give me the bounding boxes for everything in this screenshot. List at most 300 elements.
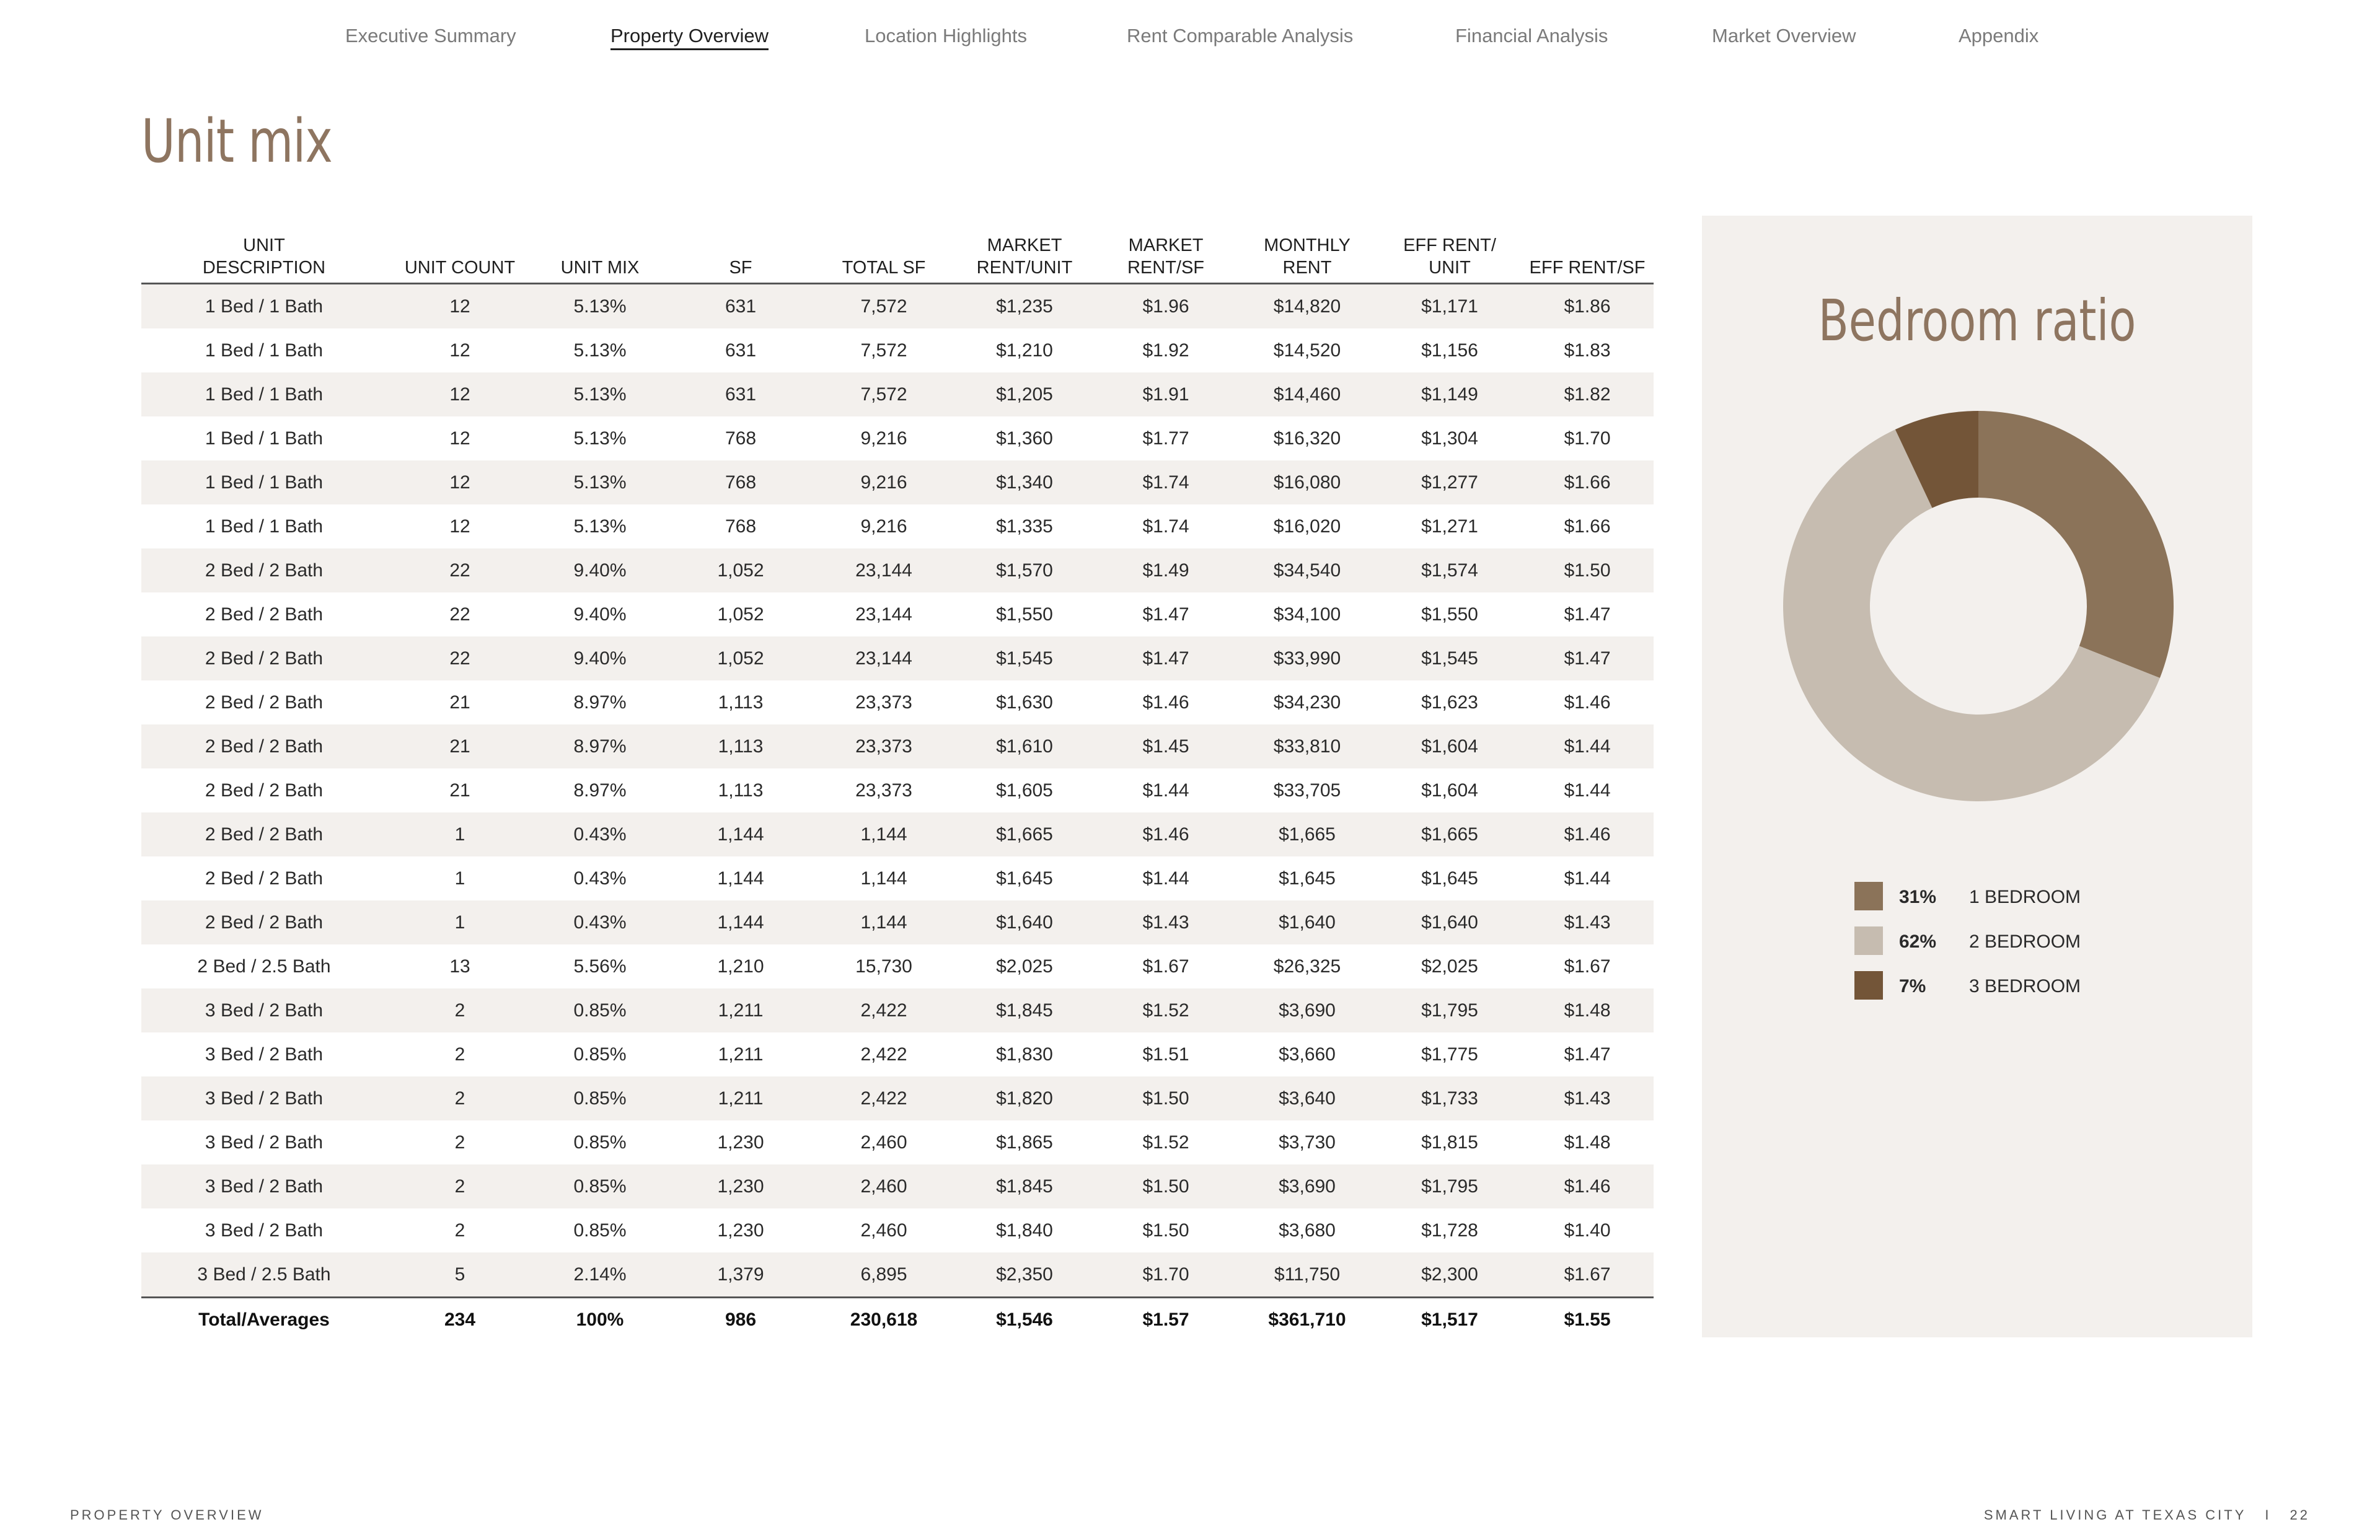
footer-section-label: PROPERTY OVERVIEW xyxy=(70,1507,264,1523)
table-row xyxy=(141,328,1654,372)
table-row xyxy=(141,592,1654,636)
table-row xyxy=(141,812,1654,856)
nav-item-location-highlights[interactable]: Location Highlights xyxy=(865,25,1027,46)
table-row xyxy=(141,1252,1654,1298)
table-cell: $1.74 xyxy=(1096,460,1236,504)
table-cell: 8.97% xyxy=(573,780,627,801)
table-cell: $1.40 xyxy=(1564,1220,1611,1241)
table-cell: $1,271 xyxy=(1421,516,1478,537)
table-row xyxy=(141,1076,1654,1120)
table-cell: 0.85% xyxy=(533,1164,667,1208)
table-cell: 1 Bed / 1 Bath xyxy=(141,284,387,329)
table-cell: $1.67 xyxy=(1142,956,1189,977)
table-cell: 5.13% xyxy=(533,372,667,416)
table-cell: $26,325 xyxy=(1273,956,1341,977)
table-cell: 2,460 xyxy=(860,1132,907,1153)
table-cell: 3 Bed / 2 Bath xyxy=(141,988,387,1032)
table-cell: $1,360 xyxy=(996,428,1053,449)
table-cell: 3 Bed / 2 Bath xyxy=(141,1076,387,1120)
table-cell: 1,052 xyxy=(717,604,764,625)
table-cell: $1.47 xyxy=(1521,636,1654,680)
table-row xyxy=(141,988,1654,1032)
table-cell: 0.85% xyxy=(573,1044,627,1065)
table-cell: $3,660 xyxy=(1279,1044,1336,1065)
table-cell: $1,820 xyxy=(953,1076,1096,1120)
table-cell: 21 xyxy=(449,780,470,801)
table-cell: $33,705 xyxy=(1273,780,1341,801)
table-cell: 2,460 xyxy=(860,1220,907,1241)
column-header: EFF RENT/ UNIT xyxy=(1378,228,1521,284)
table-cell: $1.86 xyxy=(1521,284,1654,329)
bedroom-ratio-title: Bedroom ratio xyxy=(1818,288,2136,354)
table-cell: $1,304 xyxy=(1421,428,1478,449)
table-cell: $1.46 xyxy=(1564,692,1611,713)
table-cell: $1,604 xyxy=(1378,724,1521,768)
table-cell: 7,572 xyxy=(814,372,953,416)
table-cell: 3 Bed / 2 Bath xyxy=(205,1132,324,1153)
table-cell: $1.47 xyxy=(1564,1044,1611,1065)
table-row xyxy=(141,680,1654,724)
page-title: Unit mix xyxy=(141,107,333,176)
table-cell: $1,733 xyxy=(1378,1076,1521,1120)
table-cell: $1.83 xyxy=(1564,340,1611,361)
table-row xyxy=(141,768,1654,812)
table-cell: 3 Bed / 2.5 Bath xyxy=(141,1252,387,1298)
table-cell: 5.13% xyxy=(573,340,627,361)
table-cell: $34,540 xyxy=(1236,548,1378,592)
table-cell: $1,775 xyxy=(1421,1044,1478,1065)
table-cell: $3,730 xyxy=(1279,1132,1336,1153)
table-row xyxy=(141,944,1654,988)
footer-right xyxy=(1984,1507,2310,1523)
table-cell: $1,815 xyxy=(1421,1132,1478,1153)
table-cell: $1,640 xyxy=(1236,900,1378,944)
table-cell: 12 xyxy=(387,460,533,504)
table-cell: 1 xyxy=(454,868,465,889)
table-cell: $1.45 xyxy=(1096,724,1236,768)
table-cell: $1.48 xyxy=(1521,988,1654,1032)
table-cell: 1,113 xyxy=(718,780,764,801)
table-cell: 9.40% xyxy=(533,636,667,680)
table-cell: $1,545 xyxy=(953,636,1096,680)
table-row xyxy=(141,724,1654,768)
table-row xyxy=(141,1120,1654,1164)
table-cell: 1 Bed / 1 Bath xyxy=(141,372,387,416)
table-cell: $2,025 xyxy=(1421,956,1478,977)
table-cell: 1,144 xyxy=(667,812,814,856)
nav-item-financial-analysis[interactable]: Financial Analysis xyxy=(1455,25,1608,46)
table-cell: 631 xyxy=(725,340,757,361)
totals-cell: 234 xyxy=(387,1298,533,1342)
table-cell: 2 Bed / 2 Bath xyxy=(205,780,324,801)
column-header: SF xyxy=(667,228,814,284)
table-cell: $14,460 xyxy=(1236,372,1378,416)
legend-label: 2 BEDROOM xyxy=(1969,931,2081,952)
table-cell: 1,144 xyxy=(717,868,764,889)
totals-cell: $1,546 xyxy=(953,1298,1096,1342)
table-cell: 2 Bed / 2 Bath xyxy=(141,548,387,592)
nav-item-property-overview[interactable]: Property Overview xyxy=(610,25,769,46)
table-cell: $1.50 xyxy=(1096,1076,1236,1120)
table-cell: 768 xyxy=(725,428,757,449)
table-cell: $1,277 xyxy=(1378,460,1521,504)
table-cell: 7,572 xyxy=(814,284,953,329)
table-cell: 1,052 xyxy=(667,636,814,680)
table-cell: 9.40% xyxy=(573,604,627,625)
table-cell: $16,320 xyxy=(1273,428,1341,449)
table-cell: $1.77 xyxy=(1142,428,1189,449)
table-cell: $1.52 xyxy=(1096,988,1236,1032)
table-cell: 9.40% xyxy=(533,548,667,592)
table-totals-row xyxy=(141,1298,1654,1342)
table-cell: 5.56% xyxy=(573,956,627,977)
table-cell: 5.13% xyxy=(573,428,627,449)
footer-document-title: SMART LIVING AT TEXAS CITY xyxy=(1983,1507,2247,1523)
table-row xyxy=(141,900,1654,944)
table-cell: $11,750 xyxy=(1236,1252,1378,1298)
column-header: UNIT MIX xyxy=(533,228,667,284)
totals-cell: Total/Averages xyxy=(141,1298,387,1342)
table-cell: 2 xyxy=(387,988,533,1032)
table-cell: $1,845 xyxy=(953,988,1096,1032)
legend-swatch xyxy=(1854,882,1883,910)
table-cell: $1.47 xyxy=(1564,604,1611,625)
table-cell: 23,373 xyxy=(855,692,912,713)
table-cell: 1 Bed / 1 Bath xyxy=(205,428,324,449)
table-cell: 2,460 xyxy=(814,1164,953,1208)
table-cell: 2 Bed / 2 Bath xyxy=(141,812,387,856)
top-navigation xyxy=(0,25,2380,56)
table-cell: $1.82 xyxy=(1521,372,1654,416)
table-cell: 23,144 xyxy=(814,636,953,680)
table-cell: $1,545 xyxy=(1378,636,1521,680)
table-cell: 23,144 xyxy=(814,548,953,592)
table-cell: 1,113 xyxy=(667,724,814,768)
table-cell: $1,640 xyxy=(1378,900,1521,944)
table-row xyxy=(141,504,1654,548)
table-cell: $14,520 xyxy=(1273,340,1341,361)
totals-cell: $1,517 xyxy=(1378,1298,1521,1342)
table-cell: 7,572 xyxy=(860,340,907,361)
table-cell: 768 xyxy=(725,516,757,537)
table-cell: 3 Bed / 2 Bath xyxy=(205,1044,324,1065)
table-cell: 2,422 xyxy=(814,988,953,1032)
table-cell: $1,205 xyxy=(953,372,1096,416)
nav-item-rent-comparable-analysis[interactable]: Rent Comparable Analysis xyxy=(1127,25,1354,46)
table-cell: $1.70 xyxy=(1096,1252,1236,1298)
table-cell: 1,211 xyxy=(667,1076,814,1120)
table-cell: $1.44 xyxy=(1142,868,1189,889)
table-cell: 1,230 xyxy=(667,1164,814,1208)
table-cell: $1.43 xyxy=(1521,1076,1654,1120)
table-cell: $1.44 xyxy=(1564,868,1611,889)
table-cell: 1 Bed / 1 Bath xyxy=(205,340,324,361)
table-cell: 2 Bed / 2 Bath xyxy=(205,868,324,889)
table-cell: 12 xyxy=(449,428,470,449)
table-cell: $16,020 xyxy=(1273,516,1341,537)
table-cell: 8.97% xyxy=(573,692,627,713)
table-cell: $34,230 xyxy=(1273,692,1341,713)
table-cell: 1 xyxy=(387,900,533,944)
table-cell: $1,570 xyxy=(953,548,1096,592)
table-cell: $2,025 xyxy=(996,956,1053,977)
nav-item-executive-summary[interactable]: Executive Summary xyxy=(345,25,516,46)
table-cell: $1.47 xyxy=(1142,604,1189,625)
table-cell: $1.52 xyxy=(1142,1132,1189,1153)
table-cell: 0.85% xyxy=(573,1220,627,1241)
table-cell: 0.85% xyxy=(533,1076,667,1120)
column-header: EFF RENT/SF xyxy=(1521,228,1654,284)
table-cell: 2 Bed / 2 Bath xyxy=(141,900,387,944)
table-header-row xyxy=(141,228,1654,284)
column-header: UNIT DESCRIPTION xyxy=(141,228,387,284)
table-cell: $1.49 xyxy=(1096,548,1236,592)
table-cell: $1,865 xyxy=(996,1132,1053,1153)
legend-swatch xyxy=(1854,971,1883,1000)
table-row xyxy=(141,636,1654,680)
table-cell: 2.14% xyxy=(533,1252,667,1298)
table-cell: 15,730 xyxy=(855,956,912,977)
table-cell: 0.85% xyxy=(573,1132,627,1153)
table-cell: $1,605 xyxy=(996,780,1053,801)
table-cell: 1,113 xyxy=(718,692,764,713)
table-cell: $1,795 xyxy=(1378,988,1521,1032)
table-row xyxy=(141,460,1654,504)
table-row xyxy=(141,856,1654,900)
table-cell: $33,990 xyxy=(1236,636,1378,680)
table-cell: $34,100 xyxy=(1273,604,1341,625)
totals-cell: 100% xyxy=(533,1298,667,1342)
footer-separator: I xyxy=(2265,1507,2272,1523)
table-cell: $1.51 xyxy=(1142,1044,1189,1065)
table-cell: 22 xyxy=(449,604,470,625)
table-cell: 0.85% xyxy=(533,988,667,1032)
table-cell: $1,830 xyxy=(996,1044,1053,1065)
table-cell: $3,640 xyxy=(1236,1076,1378,1120)
table-cell: $1.50 xyxy=(1096,1164,1236,1208)
totals-cell: 986 xyxy=(667,1298,814,1342)
table-cell: 3 Bed / 2 Bath xyxy=(205,1220,324,1241)
table-row xyxy=(141,372,1654,416)
table-cell: 0.43% xyxy=(573,868,627,889)
table-cell: $1.70 xyxy=(1564,428,1611,449)
table-cell: $1.91 xyxy=(1096,372,1236,416)
table-cell: $1.96 xyxy=(1096,284,1236,329)
table-cell: 2 xyxy=(454,1220,465,1241)
table-cell: 2 Bed / 2 Bath xyxy=(141,636,387,680)
table-cell: $16,080 xyxy=(1236,460,1378,504)
table-cell: 1,210 xyxy=(717,956,764,977)
table-row xyxy=(141,1208,1654,1252)
table-row xyxy=(141,548,1654,592)
table-cell: 5.13% xyxy=(573,516,627,537)
table-cell: 21 xyxy=(387,724,533,768)
table-cell: $1.44 xyxy=(1564,780,1611,801)
column-header: TOTAL SF xyxy=(814,228,953,284)
table-cell: $1.43 xyxy=(1521,900,1654,944)
table-cell: $1,645 xyxy=(996,868,1053,889)
table-cell: $1,640 xyxy=(953,900,1096,944)
table-row xyxy=(141,284,1654,329)
legend-percent: 7% xyxy=(1899,976,1926,997)
legend-swatch xyxy=(1854,926,1883,955)
table-cell: $1.46 xyxy=(1521,812,1654,856)
table-cell: $1.50 xyxy=(1521,548,1654,592)
table-cell: 2 Bed / 2 Bath xyxy=(205,692,324,713)
table-cell: $14,820 xyxy=(1236,284,1378,329)
table-cell: 768 xyxy=(667,460,814,504)
totals-cell: $1.57 xyxy=(1096,1298,1236,1342)
bedroom-ratio-donut-chart xyxy=(1780,408,2177,804)
table-cell: 9,216 xyxy=(814,460,953,504)
table-cell: 0.43% xyxy=(533,812,667,856)
legend-percent: 62% xyxy=(1899,931,1937,952)
table-cell: 5.13% xyxy=(533,284,667,329)
table-cell: 5.13% xyxy=(533,460,667,504)
table-cell: $33,810 xyxy=(1236,724,1378,768)
table-cell: $1.43 xyxy=(1096,900,1236,944)
table-cell: $1.66 xyxy=(1564,516,1611,537)
table-cell: $1,550 xyxy=(1421,604,1478,625)
table-cell: 1,052 xyxy=(667,548,814,592)
table-cell: $1.67 xyxy=(1521,1252,1654,1298)
nav-item-appendix[interactable]: Appendix xyxy=(1959,25,2039,46)
table-cell: $1,665 xyxy=(953,812,1096,856)
table-cell: $1.46 xyxy=(1142,692,1189,713)
table-cell: 12 xyxy=(449,340,470,361)
table-cell: 1 Bed / 1 Bath xyxy=(205,516,324,537)
nav-item-market-overview[interactable]: Market Overview xyxy=(1712,25,1856,46)
table-cell: $1,335 xyxy=(996,516,1053,537)
table-cell: $1.74 xyxy=(1142,516,1189,537)
table-cell: 1 xyxy=(387,812,533,856)
table-cell: $1,149 xyxy=(1378,372,1521,416)
table-body xyxy=(141,284,1654,1298)
table-cell: $1,665 xyxy=(1236,812,1378,856)
column-header: UNIT COUNT xyxy=(387,228,533,284)
table-cell: $1.46 xyxy=(1096,812,1236,856)
table-cell: 1,144 xyxy=(860,868,907,889)
table-cell: $1,845 xyxy=(953,1164,1096,1208)
table-cell: 2 xyxy=(387,1164,533,1208)
table-cell: 1,211 xyxy=(718,1044,764,1065)
table-row xyxy=(141,416,1654,460)
table-cell: $1.66 xyxy=(1521,460,1654,504)
table-cell: 22 xyxy=(387,636,533,680)
table-row xyxy=(141,1164,1654,1208)
table-cell: 631 xyxy=(667,372,814,416)
table-cell: $1,728 xyxy=(1421,1220,1478,1241)
table-cell: $1,645 xyxy=(1279,868,1336,889)
table-cell: 23,373 xyxy=(855,780,912,801)
table-cell: $1,550 xyxy=(996,604,1053,625)
table-cell: 1,211 xyxy=(667,988,814,1032)
table-cell: $1,630 xyxy=(996,692,1053,713)
table-cell: $1,795 xyxy=(1378,1164,1521,1208)
table-cell: 2 Bed / 2 Bath xyxy=(141,724,387,768)
table-cell: 1,230 xyxy=(717,1132,764,1153)
bedroom-ratio-panel xyxy=(1702,216,2252,1337)
table-cell: 1 Bed / 1 Bath xyxy=(141,460,387,504)
table-cell: $1.92 xyxy=(1142,340,1189,361)
table-cell: 631 xyxy=(667,284,814,329)
table-cell: $2,350 xyxy=(953,1252,1096,1298)
table-cell: 8.97% xyxy=(533,724,667,768)
table-cell: $1,645 xyxy=(1421,868,1478,889)
table-cell: 2,422 xyxy=(860,1044,907,1065)
table-cell: $1,623 xyxy=(1421,692,1478,713)
column-header: MONTHLY RENT xyxy=(1236,228,1378,284)
table-cell: $1,665 xyxy=(1378,812,1521,856)
donut-slice-1-bedroom xyxy=(1978,411,2174,678)
table-cell: $1.48 xyxy=(1564,1132,1611,1153)
table-cell: 22 xyxy=(387,548,533,592)
table-cell: 9,216 xyxy=(860,428,907,449)
table-cell: $3,690 xyxy=(1236,1164,1378,1208)
table-cell: $1,156 xyxy=(1421,340,1478,361)
table-cell: $1.50 xyxy=(1142,1220,1189,1241)
table-cell: 1,144 xyxy=(667,900,814,944)
table-cell: 6,895 xyxy=(814,1252,953,1298)
table-cell: 12 xyxy=(387,284,533,329)
table-cell: $1,574 xyxy=(1378,548,1521,592)
table-cell: $1.47 xyxy=(1096,636,1236,680)
table-cell: 1,144 xyxy=(814,812,953,856)
table-cell: 9,216 xyxy=(860,516,907,537)
table-cell: $3,690 xyxy=(1236,988,1378,1032)
table-cell: 2 Bed / 2 Bath xyxy=(205,604,324,625)
table-cell: 21 xyxy=(449,692,470,713)
table-cell: 12 xyxy=(387,372,533,416)
table-cell: $1.44 xyxy=(1142,780,1189,801)
unit-mix-table-container xyxy=(141,228,1654,1342)
footer-page-number: 22 xyxy=(2290,1507,2310,1523)
table-cell: $1.46 xyxy=(1521,1164,1654,1208)
table-cell: $1,171 xyxy=(1378,284,1521,329)
table-cell: $1,610 xyxy=(953,724,1096,768)
unit-mix-table xyxy=(141,228,1654,1342)
legend-percent: 31% xyxy=(1899,887,1937,907)
table-cell: 1,379 xyxy=(667,1252,814,1298)
table-cell: $3,680 xyxy=(1279,1220,1336,1241)
totals-cell: $1.55 xyxy=(1521,1298,1654,1342)
table-cell: 2 Bed / 2.5 Bath xyxy=(197,956,331,977)
totals-cell: 230,618 xyxy=(814,1298,953,1342)
table-cell: 2 xyxy=(454,1132,465,1153)
table-cell: 2 xyxy=(387,1076,533,1120)
totals-cell: $361,710 xyxy=(1236,1298,1378,1342)
table-row xyxy=(141,1032,1654,1076)
table-cell: 23,144 xyxy=(855,604,912,625)
table-cell: 13 xyxy=(449,956,470,977)
table-cell: $1,340 xyxy=(953,460,1096,504)
table-cell: 23,373 xyxy=(814,724,953,768)
table-cell: 2,422 xyxy=(814,1076,953,1120)
legend-label: 3 BEDROOM xyxy=(1969,976,2081,997)
table-cell: $1,604 xyxy=(1421,780,1478,801)
legend-label: 1 BEDROOM xyxy=(1969,887,2081,907)
table-cell: $1,840 xyxy=(996,1220,1053,1241)
table-cell: 0.43% xyxy=(533,900,667,944)
table-cell: 12 xyxy=(449,516,470,537)
table-cell: 3 Bed / 2 Bath xyxy=(141,1164,387,1208)
table-cell: 2 xyxy=(454,1044,465,1065)
table-cell: $2,300 xyxy=(1378,1252,1521,1298)
table-cell: $1.67 xyxy=(1564,956,1611,977)
table-cell: $1.44 xyxy=(1521,724,1654,768)
table-cell: 1,144 xyxy=(814,900,953,944)
table-cell: 5 xyxy=(387,1252,533,1298)
